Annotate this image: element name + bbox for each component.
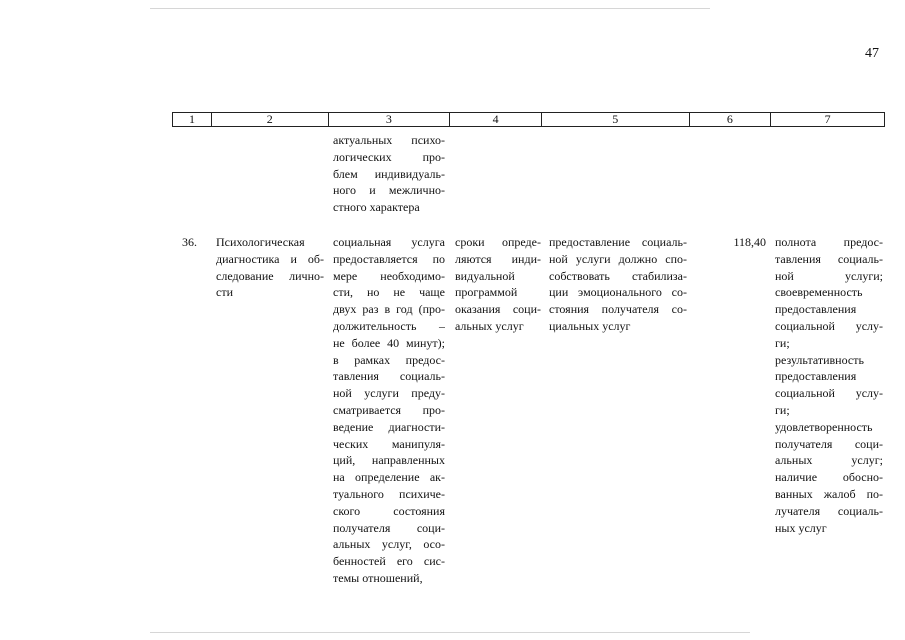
page-number: 47 [865,46,879,61]
text-line: сти [216,285,233,300]
text-line: темы отношений, [333,570,423,585]
text-line: получателя соци- [775,436,883,451]
text-line: наличие обосно- [775,470,883,485]
header-cell-5: 5 [542,113,690,126]
text-line: ной услуги преду- [333,386,445,401]
scan-artifact-bottom [150,632,750,633]
text-line: в рамках предос- [333,352,445,367]
text-line: ного и межлично- [333,183,445,198]
text-line: сти, но не чаще [333,285,445,300]
continuation-description [333,132,445,216]
text-line: ги; [775,335,790,350]
text-line: предоставления [775,369,857,384]
quality-indicators [775,234,883,536]
service-name [216,234,324,301]
header-cell-6: 6 [690,113,772,126]
text-line: ной услуги; [775,268,883,283]
text-line: следование лично- [216,268,324,283]
text-line: блем индивидуаль- [333,166,445,181]
text-line: на определение ак- [333,470,445,485]
text-line: актуальных психо- [333,133,445,147]
text-line: сматривается про- [333,402,445,417]
header-cell-4: 4 [450,113,542,126]
text-line: собствовать стабилиза- [549,268,687,283]
text-line: программой [455,285,518,300]
service-result [549,234,687,335]
text-line: альных услуг, осо- [333,537,445,552]
text-line: ведение диагности- [333,419,445,434]
service-terms [455,234,541,335]
text-line: ги; [775,402,790,417]
text-line: ляются инди- [455,251,541,266]
text-line: стояния получателя со- [549,302,687,317]
text-line: полнота предос- [775,235,883,249]
text-line: видуальной [455,268,515,283]
header-cell-2: 2 [212,113,329,126]
text-line: лучателя социаль- [775,503,883,518]
text-line: двух раз в год (про- [333,302,445,317]
text-line: ванных жалоб по- [775,486,883,501]
text-line: удовлетворенность [775,419,873,434]
header-cell-7: 7 [824,112,831,126]
text-line: бенностей его сис- [333,554,445,569]
header-cell-3: 3 [329,113,451,126]
text-line: ского состояния [333,503,445,518]
text-line: должительность – [333,318,445,333]
text-line: не более 40 минут); [333,335,445,350]
text-line: предоставления [775,302,857,317]
text-line: оказания соци- [455,302,541,317]
text-line: альных услуг [455,318,524,333]
text-line: своевременность [775,285,863,300]
text-line: результативность [775,352,864,367]
text-line: сроки опреде- [455,235,541,249]
text-line: социальной услу- [775,318,883,333]
text-line: диагностика и об- [216,251,324,266]
text-line: тавления социаль- [333,369,445,384]
text-line: ческих манипуля- [333,436,445,451]
text-line: мере необходимо- [333,268,445,283]
text-line: туального психиче- [333,486,445,501]
text-line: альных услуг; [775,453,883,468]
service-description [333,234,445,587]
text-line: ной услуги должно спо- [549,251,687,266]
text-line: ций, направленных [333,453,445,468]
text-line: тавления социаль- [775,251,883,266]
row-number: 36. [182,235,197,249]
text-line: социальной услу- [775,386,883,401]
text-line: логических про- [333,149,445,164]
text-line: предоставление социаль- [549,235,687,249]
text-line: предоставляется по [333,251,445,266]
scan-artifact-top [150,8,710,9]
text-line: циальных услуг [549,318,631,333]
text-line: ции эмоционального со- [549,285,687,300]
table-header-row [172,112,885,127]
text-line: ных услуг [775,520,827,535]
text-line: получателя соци- [333,520,445,535]
text-line: социальная услуга [333,235,445,249]
service-price: 118,40 [733,235,766,249]
text-line: Психологическая [216,235,305,249]
header-cell-1: 1 [173,113,212,126]
text-line: стного характера [333,200,420,215]
